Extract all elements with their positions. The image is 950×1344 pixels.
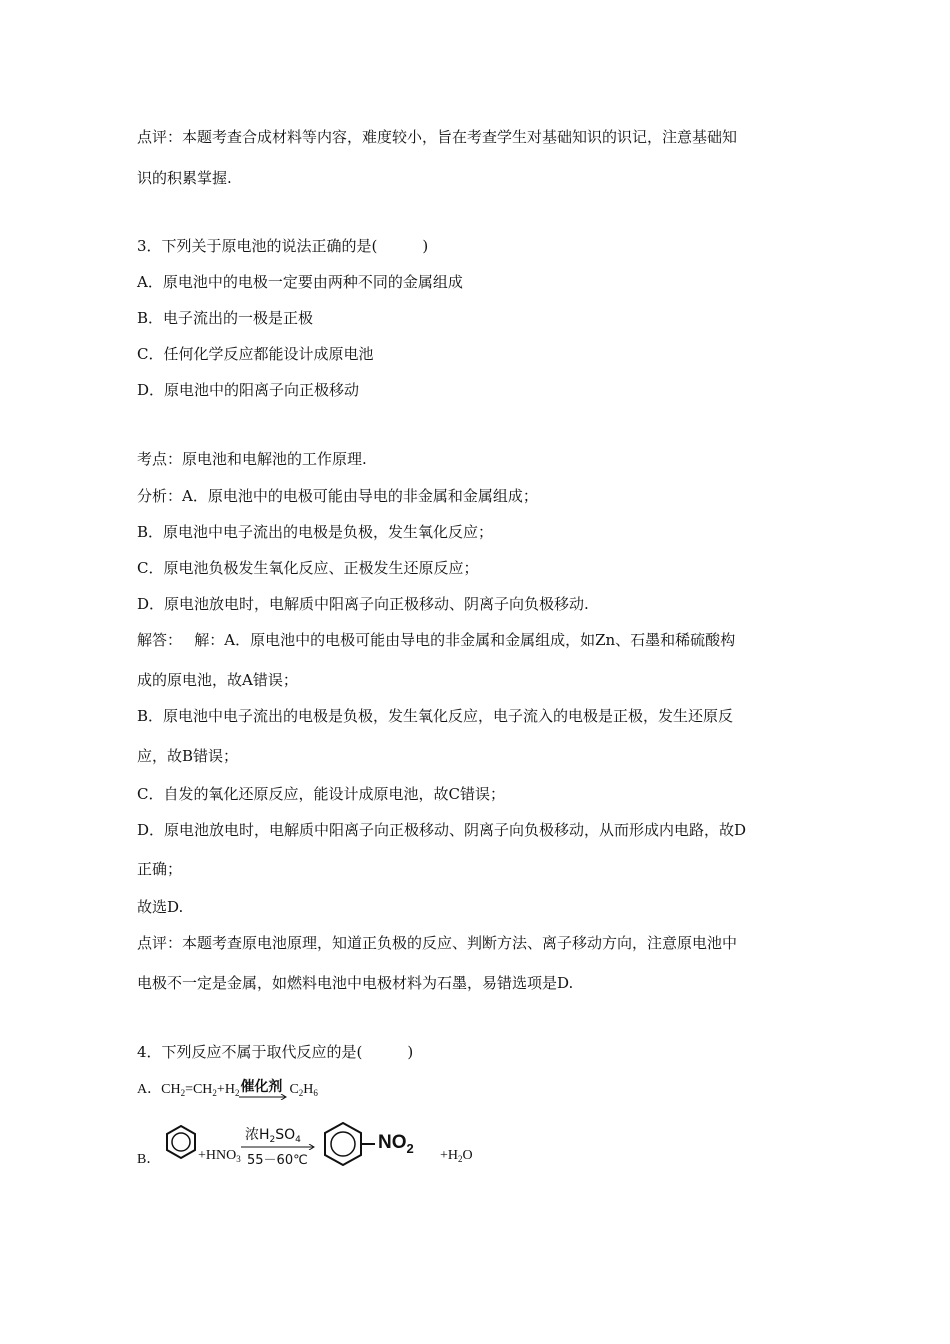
question-4-option-a — [137, 1078, 318, 1100]
fenxi-line-3: C．原电池负极发生氧化反应、正极发生还原反应； — [137, 559, 479, 577]
formula-text: =CH — [185, 1082, 213, 1097]
question-3-option-b: B．电子流出的一极是正极 — [137, 309, 314, 327]
formula-sub: 2 — [406, 1141, 414, 1156]
jieda-line-3: B．原电池中电子流出的电极是负极，发生氧化反应，电子流入的电极是正极，发生还原反 — [137, 707, 734, 725]
question-4-stem: 4．下列反应不属于取代反应的是( ) — [137, 1043, 414, 1061]
formula-text: CH — [161, 1082, 181, 1097]
fenxi-line-4: D．原电池放电时，电解质中阳离子向正极移动、阴离子向负极移动. — [137, 595, 589, 613]
formula-sub: 2 — [298, 1088, 304, 1098]
formula-sub: 3 — [236, 1154, 241, 1164]
catalyst-label: 催化剂 — [240, 1078, 283, 1095]
water-product — [440, 1148, 473, 1164]
formula-text: O — [462, 1148, 473, 1163]
jieda-line-2: 成的原电池，故A错误； — [137, 671, 298, 689]
jieda-line-7: 正确； — [137, 860, 183, 878]
arrow-icon — [239, 1094, 289, 1100]
formula-text: NO — [378, 1132, 407, 1153]
nitro-group — [378, 1132, 414, 1156]
question-3-option-a: A．原电池中的电极一定要由两种不同的金属组成 — [137, 273, 463, 291]
kaodian-line: 考点：原电池和电解池的工作原理. — [137, 450, 367, 468]
question-3-option-d: D．原电池中的阳离子向正极移动 — [137, 381, 360, 399]
formula-text: SO — [275, 1127, 296, 1143]
jieda-line-4: 应，故B错误； — [137, 747, 239, 765]
fenxi-line-1: 分析：A．原电池中的电极可能由导电的非金属和金属组成； — [137, 487, 538, 505]
reaction-arrow-conditions — [241, 1124, 317, 1168]
formula-sub: 2 — [269, 1135, 276, 1145]
formula-text: C — [289, 1082, 299, 1097]
formula-text: 浓H — [245, 1127, 270, 1143]
nitrobenzene-ring-icon — [321, 1120, 381, 1170]
option-b-label: B． — [137, 1152, 161, 1167]
condition-bottom: 55－60℃ — [247, 1153, 308, 1168]
formula-sub: 2 — [180, 1088, 186, 1098]
formula-sub: 6 — [313, 1088, 318, 1098]
reaction-arrow-catalyst — [239, 1080, 289, 1100]
formula-text: +H — [440, 1148, 459, 1163]
nitric-acid — [198, 1148, 241, 1164]
question-3-option-c: C．任何化学反应都能设计成原电池 — [137, 345, 374, 363]
formula-sub: 2 — [458, 1154, 463, 1164]
dianping-line-1: 点评：本题考查原电池原理，知道正负极的反应、判断方法、离子移动方向，注意原电池中 — [137, 934, 738, 952]
question-3-stem: 3．下列关于原电池的说法正确的是( ) — [137, 237, 429, 255]
dianping-line-2: 电极不一定是金属，如燃料电池中电极材料为石墨，易错选项是D. — [137, 974, 574, 992]
jieda-line-1: 解答： 解：A．原电池中的电极可能由导电的非金属和金属组成，如Zn、石墨和稀硫酸构 — [137, 631, 736, 649]
formula-text: H — [303, 1082, 314, 1097]
jieda-line-5: C．自发的氧化还原反应，能设计成原电池，故C错误； — [137, 785, 505, 803]
jieda-line-8: 故选D. — [137, 898, 184, 916]
formula-sub: 2 — [212, 1088, 217, 1098]
formula-sub: 4 — [295, 1135, 301, 1145]
formula-text: +H — [216, 1082, 235, 1097]
formula-text: +HNO — [198, 1148, 237, 1163]
benzene-ring-icon — [163, 1124, 199, 1160]
question-4-option-b — [137, 1120, 497, 1180]
fenxi-line-2: B．原电池中电子流出的电极是负极，发生氧化反应； — [137, 523, 494, 541]
option-a-label: A． — [137, 1082, 162, 1097]
review-line-1: 点评：本题考查合成材料等内容，难度较小，旨在考查学生对基础知识的识记，注意基础知 — [137, 128, 738, 146]
formula-sub: 2 — [234, 1088, 240, 1098]
jieda-line-6: D．原电池放电时，电解质中阳离子向正极移动、阴离子向负极移动，从而形成内电路，故D — [137, 821, 747, 839]
review-line-2: 识的积累掌握. — [137, 169, 232, 187]
condition-top — [245, 1124, 301, 1145]
